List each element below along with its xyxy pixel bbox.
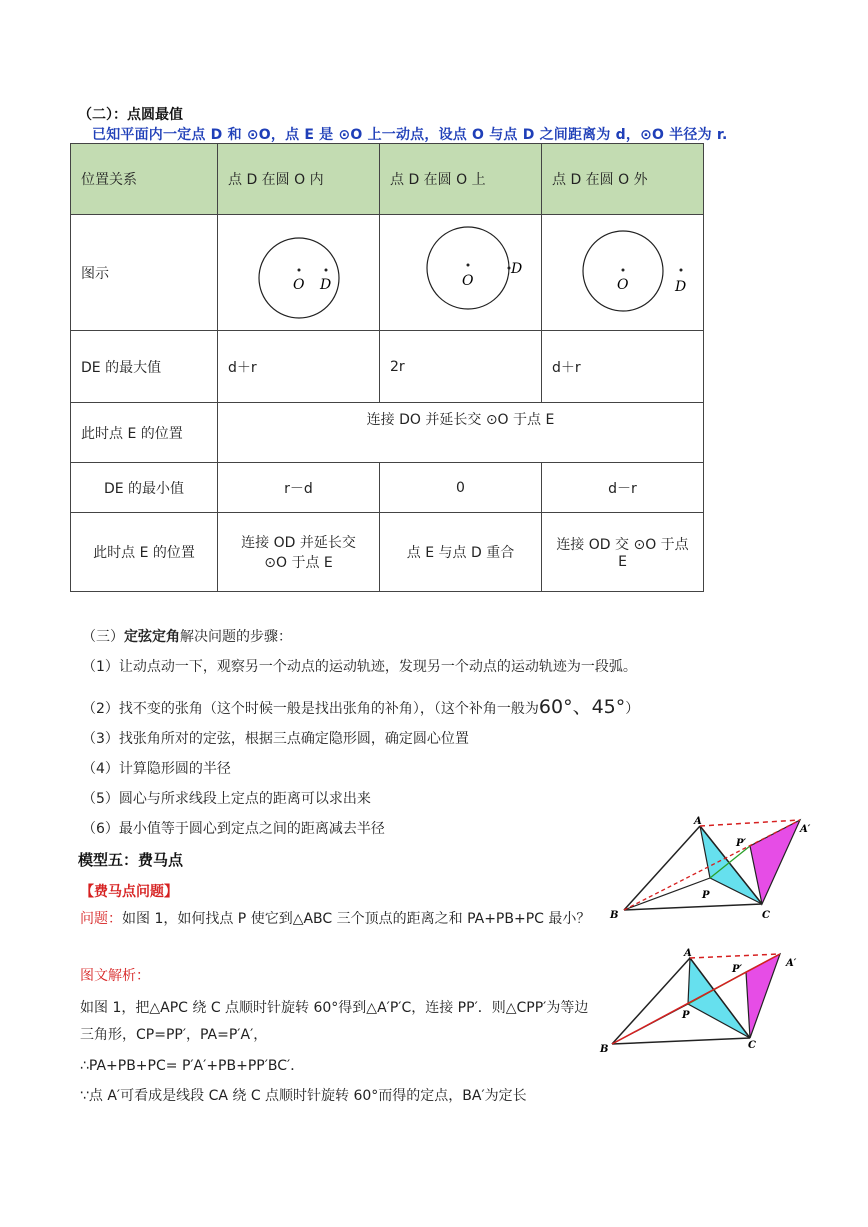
figure-outside bbox=[542, 215, 704, 331]
step-5: （5）圆心与所求线段上定点的距离可以求出来 bbox=[82, 791, 371, 807]
label-c: C bbox=[748, 1040, 756, 1051]
step-4: （4）计算隐形圆的半径 bbox=[82, 761, 231, 777]
label-a: A bbox=[694, 816, 702, 827]
circle-diagram-on bbox=[391, 223, 531, 323]
label-o: O bbox=[292, 276, 304, 293]
circle-diagram-outside bbox=[553, 223, 693, 323]
table-row bbox=[71, 463, 704, 513]
fermat-question bbox=[80, 906, 595, 933]
row-label: DE 的最大值 bbox=[71, 331, 218, 403]
row-label: 图示 bbox=[71, 215, 218, 331]
step-3: （3）找张角所对的定弦，根据三点确定隐形圆，确定圆心位置 bbox=[82, 731, 469, 747]
intro-text: 已知平面内一定点 D 和 ⊙O，点 E 是 ⊙O 上一动点，设点 O 与点 D 之间距离为 d，⊙O 半径为 r. bbox=[92, 127, 728, 143]
table-cell: 点 E 与点 D 重合 bbox=[380, 513, 542, 592]
analysis-label-text: 图文解析： bbox=[80, 968, 150, 984]
chord-suffix: 解决问题的步骤： bbox=[180, 629, 292, 645]
step-2-text: （2）找不变的张角（这个时候一般是找出张角的补角），（这个补角一般为 bbox=[82, 701, 539, 717]
table-header-row bbox=[71, 144, 704, 215]
table-cell: 连接 OD 并延长交 ⊙O 于点 E bbox=[218, 513, 380, 592]
question-text: 如图 1，如何找点 P 使它到△ABC 三个顶点的距离之和 PA+PB+PC 最小？ bbox=[122, 911, 591, 927]
fermat-figure-1 bbox=[600, 806, 830, 926]
label-a-prime: A′ bbox=[800, 824, 811, 835]
figure-inside bbox=[218, 215, 380, 331]
row-label: 此时点 E 的位置 bbox=[71, 513, 218, 592]
label-o: O bbox=[616, 276, 628, 293]
label-p: P bbox=[682, 1010, 690, 1021]
table-row bbox=[71, 215, 704, 331]
table-cell: 0 bbox=[380, 463, 542, 513]
analysis-label bbox=[80, 963, 595, 990]
table-row bbox=[71, 513, 704, 592]
chord-prefix: （三） bbox=[82, 629, 124, 645]
header-cell: 点 D 在圆 O 内 bbox=[218, 144, 380, 215]
step-2-angles: 60°、45° bbox=[538, 696, 626, 718]
analysis-para-3: ∵点 A′可看成是线段 CA 绕 C 点顺时针旋转 60°而得的定点，BA′为定长 bbox=[80, 1088, 527, 1104]
label-o: O bbox=[461, 272, 473, 289]
table-row bbox=[71, 331, 704, 403]
table-cell: d＋r bbox=[542, 331, 704, 403]
analysis-para-2: ∴PA+PB+PC= P′A′+PB+PP′BC′． bbox=[80, 1058, 305, 1074]
label-d: D bbox=[510, 260, 522, 277]
label-b: B bbox=[610, 910, 619, 921]
label-p: P bbox=[702, 890, 710, 901]
fermat-figure-2 bbox=[592, 944, 822, 1064]
chord-bold: 定弦定角 bbox=[124, 629, 180, 645]
model-title: 模型五：费马点 bbox=[78, 851, 184, 869]
label-b: B bbox=[600, 1044, 609, 1055]
section-title: （二）：点圆最值 bbox=[78, 107, 183, 123]
label-a-prime: A′ bbox=[786, 958, 797, 969]
label-d: D bbox=[319, 276, 331, 293]
step-2 bbox=[82, 692, 639, 719]
chord-section-title bbox=[82, 626, 292, 646]
step-2-end: ） bbox=[625, 701, 640, 717]
question-label: 问题： bbox=[80, 911, 122, 927]
table-cell: d＋r bbox=[218, 331, 380, 403]
point-circle-table bbox=[70, 143, 704, 592]
figure-on bbox=[380, 215, 542, 331]
label-d: D bbox=[674, 278, 686, 295]
step-6: （6）最小值等于圆心到定点之间的距离减去半径 bbox=[82, 821, 385, 837]
row-label: DE 的最小值 bbox=[71, 463, 218, 513]
fermat-heading: 【费马点问题】 bbox=[80, 884, 178, 900]
label-p-prime: P′ bbox=[736, 838, 747, 849]
analysis-para-1: 如图 1，把△APC 绕 C 点顺时针旋转 60°得到△A′P′C，连接 PP′．则△CPP′为等边三角形，CP=PP′，PA=P′A′， bbox=[80, 1000, 589, 1043]
table-cell: 连接 DO 并延长交 ⊙O 于点 E bbox=[218, 403, 704, 463]
row-label: 此时点 E 的位置 bbox=[71, 403, 218, 463]
table-cell: d－r bbox=[542, 463, 704, 513]
label-p-prime: P′ bbox=[732, 964, 743, 975]
header-cell: 点 D 在圆 O 外 bbox=[542, 144, 704, 215]
header-cell: 点 D 在圆 O 上 bbox=[380, 144, 542, 215]
table-row bbox=[71, 403, 704, 463]
header-cell: 位置关系 bbox=[71, 144, 218, 215]
step-1: （1）让动点动一下，观察另一个动点的运动轨迹，发现另一个动点的运动轨迹为一段弧。 bbox=[82, 659, 637, 675]
table-cell: r－d bbox=[218, 463, 380, 513]
table-cell: 连接 OD 交 ⊙O 于点 E bbox=[542, 513, 704, 592]
circle-diagram-inside bbox=[229, 223, 369, 323]
table-cell: 2r bbox=[380, 331, 542, 403]
label-c: C bbox=[762, 910, 770, 921]
label-a: A bbox=[684, 948, 692, 959]
